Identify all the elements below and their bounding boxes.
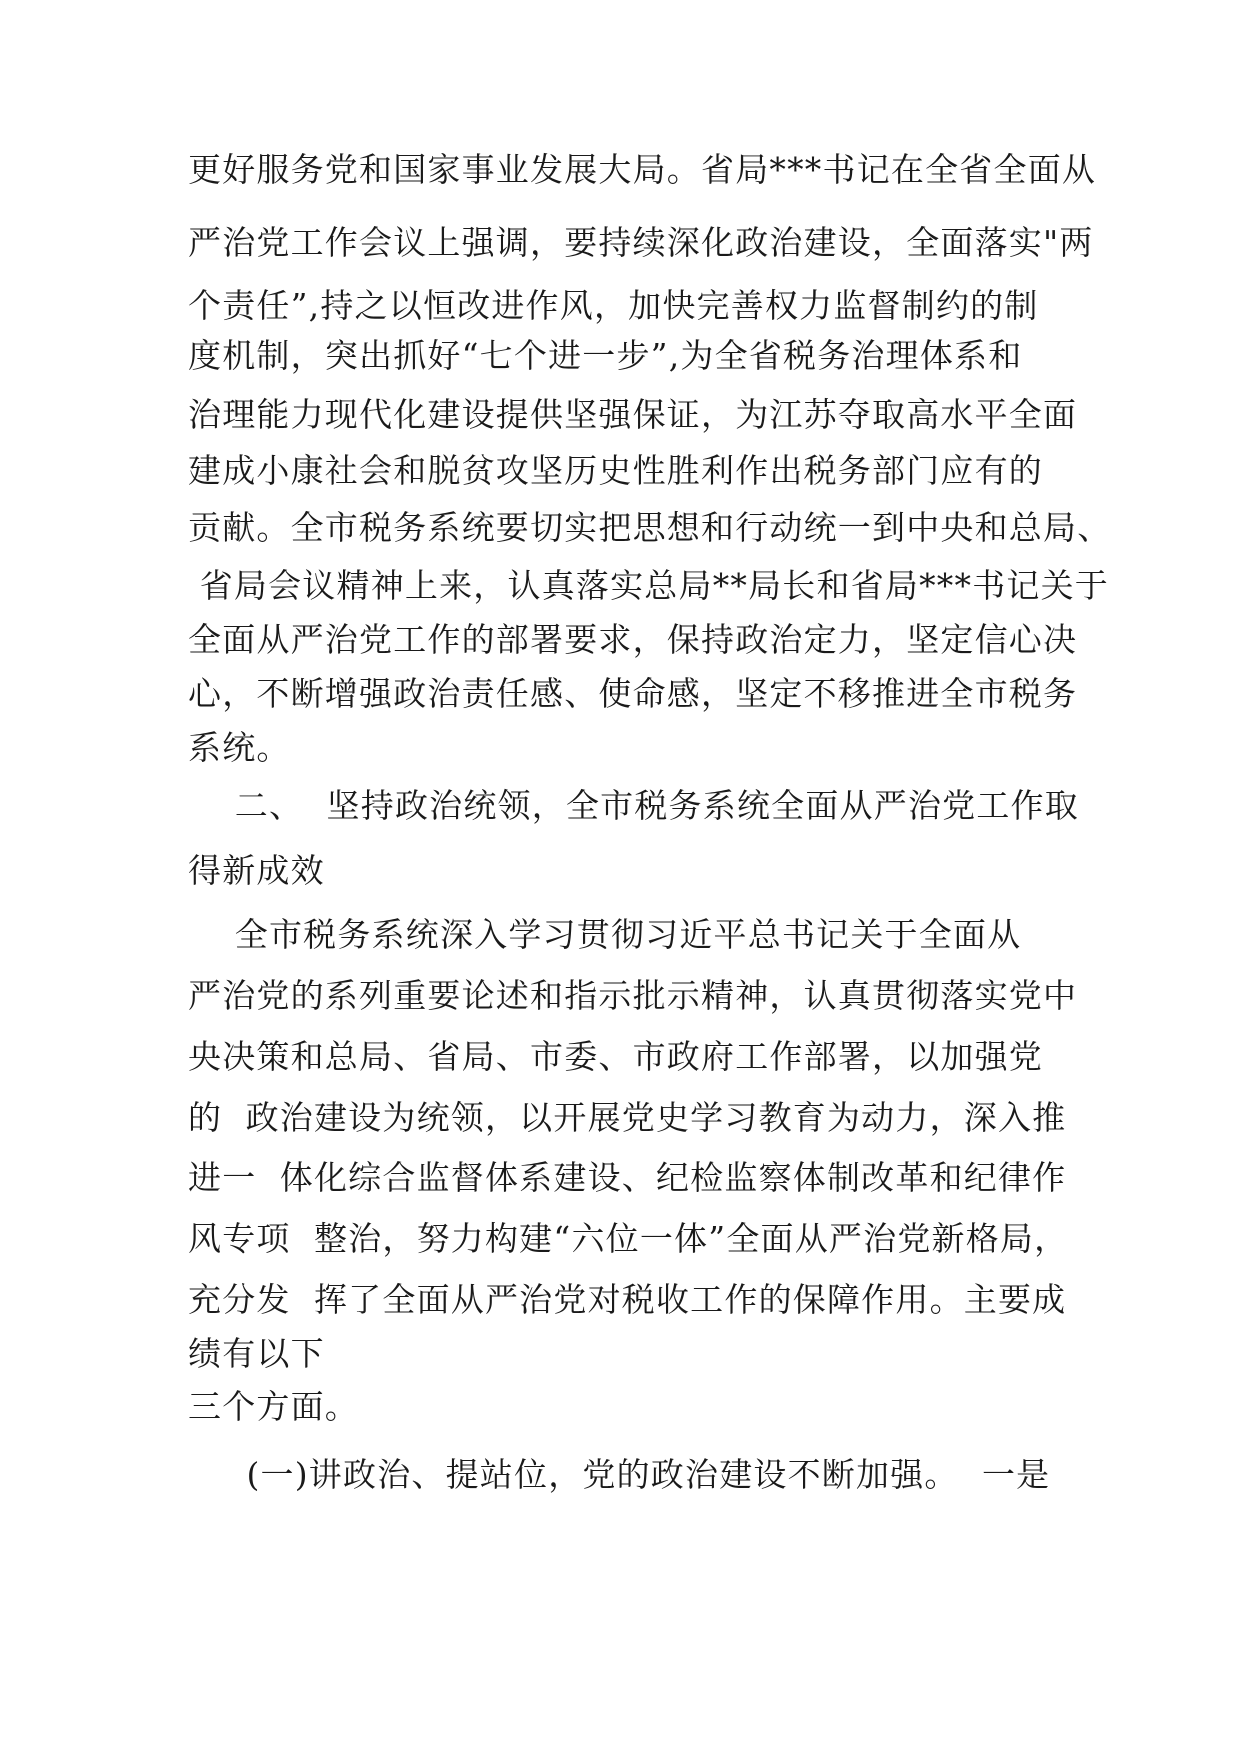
text-line: 进一 体化综合监督体系建设、纪检监察体制改革和纪律作 (188, 1158, 1067, 1197)
text-line: 个责任”,持之以恒改进作风，加快完善权力监督制约的制 (188, 286, 1039, 325)
text-line: 绩有以下 (188, 1334, 325, 1373)
text-line: 的 政治建设为统领，以开展党史学习教育为动力，深入推 (188, 1098, 1067, 1137)
text-line: 贡献。全市税务系统要切实把思想和行动统一到中央和总局、 (188, 508, 1112, 547)
text-line: 全面从严治党工作的部署要求，保持政治定力，坚定信心决 (188, 620, 1078, 659)
text-line: 省局会议精神上来，认真落实总局**局长和省局***书记关于 (188, 566, 1109, 605)
subsection-heading: (一)讲政治、提站位，党的政治建设不断加强。 一是 (188, 1455, 1051, 1494)
text-line: 度机制，突出抓好“七个进一步”,为全省税务治理体系和 (188, 336, 1023, 375)
text-line: 更好服务党和国家事业发展大局。省局***书记在全省全面从 (188, 150, 1097, 189)
text-line: 建成小康社会和脱贫攻坚历史性胜利作出税务部门应有的 (188, 451, 1043, 490)
text-line: 治理能力现代化建设提供坚强保证，为江苏夺取高水平全面 (188, 395, 1078, 434)
section-heading: 二、 坚持政治统领，全市税务系统全面从严治党工作取 (188, 786, 1079, 825)
text-line: 严治党的系列重要论述和指示批示精神，认真贯彻落实党中 (188, 976, 1078, 1015)
text-line: 系统。 (188, 728, 291, 767)
text-line: 央决策和总局、省局、市委、市政府工作部署，以加强党 (188, 1037, 1043, 1076)
text-line: 三个方面。 (188, 1387, 359, 1426)
text-line: 心，不断增强政治责任感、使命感，坚定不移推进全市税务 (188, 674, 1078, 713)
text-line: 风专项 整治，努力构建“六位一体”全面从严治党新格局， (188, 1219, 1069, 1258)
text-line: 全市税务系统深入学习贯彻习近平总书记关于全面从 (188, 915, 1022, 954)
section-heading-continued: 得新成效 (188, 851, 325, 890)
text-line: 充分发 挥了全面从严治党对税收工作的保障作用。主要成 (188, 1280, 1067, 1319)
text-line: 严治党工作会议上强调，要持续深化政治建设，全面落实"两 (188, 223, 1094, 262)
